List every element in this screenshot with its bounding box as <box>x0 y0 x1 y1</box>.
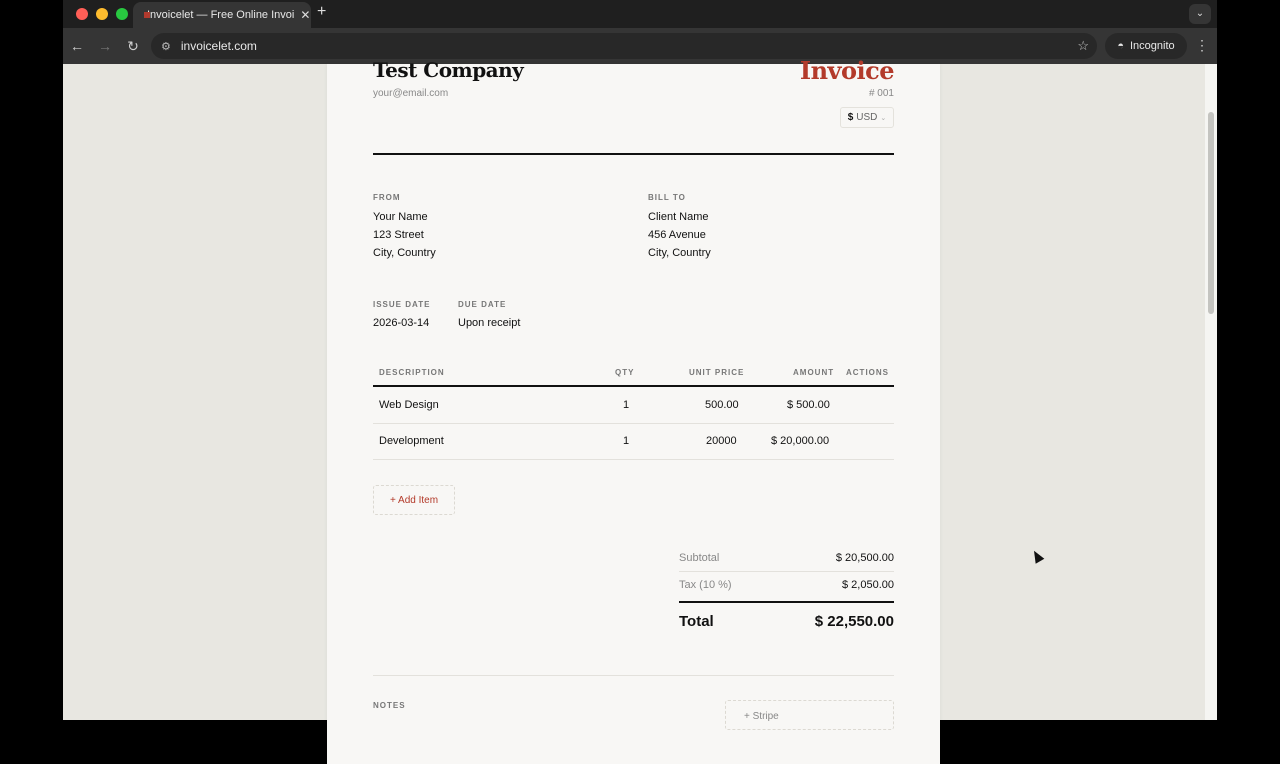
invoice-number[interactable]: # 001 <box>868 88 894 99</box>
address-bar[interactable] <box>151 33 1097 59</box>
tax-value: $ 2,050.00 <box>842 579 894 591</box>
incognito-indicator[interactable] <box>1105 33 1187 59</box>
url-text: invoicelet.com <box>180 39 257 53</box>
total-label: Total <box>679 613 714 630</box>
reload-icon[interactable]: ↻ <box>127 37 139 54</box>
back-arrow-icon[interactable]: ← <box>70 38 84 54</box>
tab-search-chevron-icon[interactable]: ⌄ <box>1189 4 1211 24</box>
due-date-field[interactable]: Upon receipt <box>458 317 521 329</box>
incognito-icon: ◓ <box>1117 40 1124 52</box>
currency-select[interactable] <box>840 107 894 128</box>
item-unit-price[interactable]: 500.00 <box>705 399 739 411</box>
item-qty[interactable]: 1 <box>623 435 630 447</box>
company-email[interactable]: your@email.com <box>373 88 449 99</box>
page-scrollbar[interactable] <box>1205 64 1217 720</box>
currency-symbol: $ <box>847 112 854 123</box>
incognito-label: Incognito <box>1130 40 1175 52</box>
row-divider <box>373 459 894 460</box>
col-description: DESCRIPTION <box>379 368 445 377</box>
forward-arrow-icon[interactable]: → <box>98 38 112 54</box>
col-amount: AMOUNT <box>793 368 835 377</box>
notes-label: NOTES <box>373 701 406 710</box>
window-controls <box>76 8 128 20</box>
bookmark-star-icon[interactable]: ☆ <box>1077 38 1089 53</box>
scrollbar-thumb[interactable] <box>1208 112 1214 314</box>
col-qty: QTY <box>615 368 635 377</box>
maximize-window-button[interactable] <box>116 8 128 20</box>
site-settings-icon[interactable]: ⚙ <box>161 40 171 53</box>
from-street[interactable]: 123 Street <box>373 229 424 241</box>
bill-to-street[interactable]: 456 Avenue <box>648 229 706 241</box>
subtotal-divider <box>679 571 894 572</box>
item-unit-price[interactable]: 20000 <box>706 435 737 447</box>
col-unit-price: UNIT PRICE <box>689 368 745 377</box>
bill-to-label: BILL TO <box>648 193 686 202</box>
browser-tab[interactable] <box>133 2 311 28</box>
item-amount: $ 20,000.00 <box>771 435 830 447</box>
from-city[interactable]: City, Country <box>373 247 436 259</box>
minimize-window-button[interactable] <box>96 8 108 20</box>
browser-menu-icon[interactable]: ⋮ <box>1195 37 1209 53</box>
bill-to-name[interactable]: Client Name <box>648 211 709 223</box>
invoice-title: Invoice <box>799 56 894 85</box>
total-value: $ 22,550.00 <box>814 613 894 630</box>
issue-date-label: ISSUE DATE <box>373 300 431 309</box>
company-name[interactable]: Test Company <box>373 58 524 82</box>
tab-bar <box>63 0 1217 28</box>
browser-window <box>63 0 1217 720</box>
total-divider <box>679 601 894 603</box>
subtotal-value: $ 20,500.00 <box>835 552 894 564</box>
page-viewport <box>63 56 1205 722</box>
add-item-button[interactable]: + Add Item <box>373 485 455 515</box>
item-description[interactable]: Development <box>379 435 444 447</box>
bill-to-city[interactable]: City, Country <box>648 247 711 259</box>
add-stripe-button[interactable]: + Stripe <box>725 700 894 730</box>
due-date-label: DUE DATE <box>458 300 507 309</box>
browser-toolbar <box>63 28 1217 64</box>
row-divider <box>373 423 894 424</box>
chevron-down-icon: ⌄ <box>880 114 887 122</box>
new-tab-plus-icon[interactable]: + <box>317 3 327 20</box>
item-qty[interactable]: 1 <box>623 399 630 411</box>
invoice-paper <box>327 56 940 764</box>
tab-title: Invoicelet — Free Online Invoi <box>147 9 295 21</box>
col-actions: ACTIONS <box>846 368 889 377</box>
item-description[interactable]: Web Design <box>379 399 439 411</box>
item-amount: $ 500.00 <box>787 399 830 411</box>
currency-code: USD <box>856 112 878 123</box>
from-label: FROM <box>373 193 401 202</box>
from-name[interactable]: Your Name <box>373 211 428 223</box>
subtotal-label: Subtotal <box>679 552 720 564</box>
close-window-button[interactable] <box>76 8 88 20</box>
tax-label[interactable]: Tax (10 %) <box>679 579 732 591</box>
header-divider <box>373 153 894 155</box>
table-header-divider <box>373 385 894 387</box>
notes-divider <box>373 675 894 676</box>
close-tab-icon[interactable]: ✕ <box>300 8 311 22</box>
issue-date-field[interactable]: 2026-03-14 <box>373 317 430 329</box>
